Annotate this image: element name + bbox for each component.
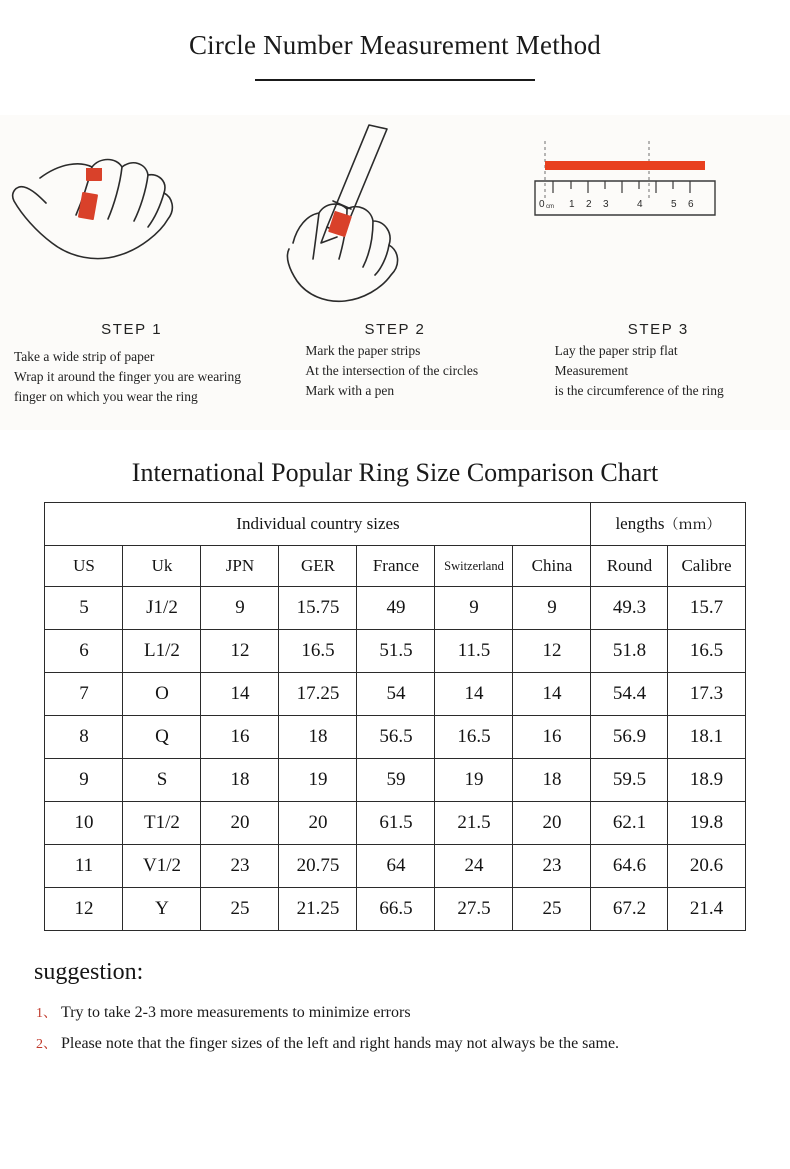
cell-france: 54 (357, 673, 435, 716)
table-row (45, 716, 745, 759)
cell-france: 61.5 (357, 802, 435, 845)
cell-ger: 19 (279, 759, 357, 802)
cell-calibre: 19.8 (668, 802, 745, 845)
suggestion-item-2-number: 2、 (36, 1037, 57, 1052)
svg-text:4: 4 (636, 199, 643, 210)
cell-ger: 20.75 (279, 845, 357, 888)
cell-calibre: 18.1 (668, 716, 745, 759)
cell-switzerland: 19 (435, 759, 513, 802)
svg-text:1: 1 (568, 199, 575, 210)
step-3-label: STEP 3 (627, 321, 689, 338)
cell-france: 59 (357, 759, 435, 802)
cell-ger: 16.5 (279, 630, 357, 673)
column-header-switzerland: Switzerland (435, 546, 513, 587)
cell-ger: 17.25 (279, 673, 357, 716)
cell-round: 54.4 (591, 673, 668, 716)
step-1-line-2: Wrap it around the finger you are wearing (14, 369, 241, 384)
cell-france: 51.5 (357, 630, 435, 673)
step-3-description (555, 341, 784, 401)
cell-calibre: 16.5 (668, 630, 745, 673)
table-group-header-row (45, 503, 745, 546)
step-2-label: STEP 2 (364, 321, 426, 338)
cell-round: 49.3 (591, 587, 668, 630)
step-1-description (14, 347, 257, 407)
cell-switzerland: 21.5 (435, 802, 513, 845)
cell-calibre: 21.4 (668, 888, 745, 931)
cell-china: 20 (513, 802, 591, 845)
cell-switzerland: 16.5 (435, 716, 513, 759)
svg-text:2: 2 (585, 199, 592, 210)
cell-us: 12 (45, 888, 123, 931)
step-3-line-2: Measurement (554, 363, 629, 378)
step-2-line-2: At the intersection of the circles (305, 363, 479, 378)
page-title: Circle Number Measurement Method (188, 30, 602, 60)
step-1-line-3: finger on which you wear the ring (14, 389, 198, 404)
cell-china: 16 (513, 716, 591, 759)
svg-text:3: 3 (602, 199, 609, 210)
cell-jpn: 16 (201, 716, 279, 759)
ring-size-table (44, 502, 745, 931)
column-header-round: Round (591, 546, 668, 587)
cell-round: 59.5 (591, 759, 668, 802)
group-header-lengths (591, 503, 745, 546)
cell-us: 9 (45, 759, 123, 802)
cell-round: 51.8 (591, 630, 668, 673)
step-2-description (305, 341, 520, 401)
cell-round: 67.2 (591, 888, 668, 931)
svg-text:0: 0 (538, 199, 545, 210)
cell-ger: 20 (279, 802, 357, 845)
cell-jpn: 20 (201, 802, 279, 845)
cell-jpn: 18 (201, 759, 279, 802)
cell-jpn: 14 (201, 673, 279, 716)
table-row (45, 759, 745, 802)
cell-ger: 15.75 (279, 587, 357, 630)
cell-round: 64.6 (591, 845, 668, 888)
cell-switzerland: 24 (435, 845, 513, 888)
cell-uk: Q (123, 716, 201, 759)
cell-ger: 21.25 (279, 888, 357, 931)
step-3-line-3: is the circumference of the ring (554, 383, 724, 398)
cell-round: 56.9 (591, 716, 668, 759)
cell-switzerland: 11.5 (435, 630, 513, 673)
suggestion-heading: suggestion: (34, 959, 144, 985)
group-header-countries: Individual country sizes (45, 503, 591, 546)
cell-calibre: 18.9 (668, 759, 745, 802)
chart-title: International Popular Ring Size Comparison Chart (131, 458, 659, 487)
steps-band (0, 115, 790, 430)
cell-uk: S (123, 759, 201, 802)
cell-jpn: 9 (201, 587, 279, 630)
suggestion-item-1 (36, 998, 790, 1029)
table-row (45, 845, 745, 888)
table-row (45, 673, 745, 716)
step-1-line-1: Take a wide strip of paper (14, 349, 155, 364)
cell-uk: L1/2 (123, 630, 201, 673)
cell-china: 23 (513, 845, 591, 888)
suggestion-item-2-text: Please note that the finger sizes of the left and right hands may not always be the same. (61, 1035, 620, 1052)
cell-switzerland: 27.5 (435, 888, 513, 931)
hand-with-paper-strip-icon (0, 123, 263, 323)
cell-us: 8 (45, 716, 123, 759)
suggestion-item-2 (36, 1029, 790, 1060)
column-header-china: China (513, 546, 591, 587)
cell-china: 25 (513, 888, 591, 931)
cell-france: 66.5 (357, 888, 435, 931)
cell-uk: V1/2 (123, 845, 201, 888)
cell-us: 11 (45, 845, 123, 888)
table-column-header-row (45, 546, 745, 587)
group-header-lengths-unit: （ｍｍ） (664, 518, 721, 533)
cell-jpn: 12 (201, 630, 279, 673)
svg-text:cm: cm (545, 204, 554, 210)
suggestion-section (34, 959, 790, 1060)
title-divider (255, 79, 535, 81)
table-row (45, 587, 745, 630)
table-row (45, 888, 745, 931)
cell-jpn: 23 (201, 845, 279, 888)
ruler-with-strip-icon (527, 123, 790, 323)
column-header-ger: GER (279, 546, 357, 587)
cell-calibre: 17.3 (668, 673, 745, 716)
table-row (45, 802, 745, 845)
cell-switzerland: 9 (435, 587, 513, 630)
cell-us: 5 (45, 587, 123, 630)
hand-with-pen-icon (263, 123, 526, 323)
suggestion-item-1-text: Try to take 2-3 more measurements to minimize errors (61, 1004, 411, 1021)
svg-text:6: 6 (687, 199, 694, 210)
step-2-line-3: Mark with a pen (305, 383, 395, 398)
cell-france: 49 (357, 587, 435, 630)
cell-uk: J1/2 (123, 587, 201, 630)
page-root (0, 30, 790, 1169)
table-row (45, 630, 745, 673)
step-1-label: STEP 1 (101, 321, 163, 338)
step-column-2 (263, 115, 526, 430)
cell-france: 64 (357, 845, 435, 888)
cell-china: 14 (513, 673, 591, 716)
cell-uk: T1/2 (123, 802, 201, 845)
cell-china: 9 (513, 587, 591, 630)
cell-uk: O (123, 673, 201, 716)
column-header-us: US (45, 546, 123, 587)
column-header-uk: Uk (123, 546, 201, 587)
cell-china: 18 (513, 759, 591, 802)
cell-uk: Y (123, 888, 201, 931)
step-column-3 (527, 115, 790, 430)
column-header-calibre: Calibre (668, 546, 745, 587)
cell-calibre: 20.6 (668, 845, 745, 888)
cell-calibre: 15.7 (668, 587, 745, 630)
step-2-line-1: Mark the paper strips (305, 343, 421, 358)
column-header-france: France (357, 546, 435, 587)
cell-china: 12 (513, 630, 591, 673)
step-column-1 (0, 115, 263, 430)
group-header-lengths-label: lengths (615, 514, 665, 533)
cell-switzerland: 14 (435, 673, 513, 716)
step-3-line-1: Lay the paper strip flat (554, 343, 678, 358)
cell-us: 7 (45, 673, 123, 716)
column-header-jpn: JPN (201, 546, 279, 587)
cell-ger: 18 (279, 716, 357, 759)
cell-jpn: 25 (201, 888, 279, 931)
cell-us: 10 (45, 802, 123, 845)
svg-text:5: 5 (670, 199, 677, 210)
cell-round: 62.1 (591, 802, 668, 845)
suggestion-item-1-number: 1、 (36, 1006, 57, 1021)
cell-france: 56.5 (357, 716, 435, 759)
cell-us: 6 (45, 630, 123, 673)
